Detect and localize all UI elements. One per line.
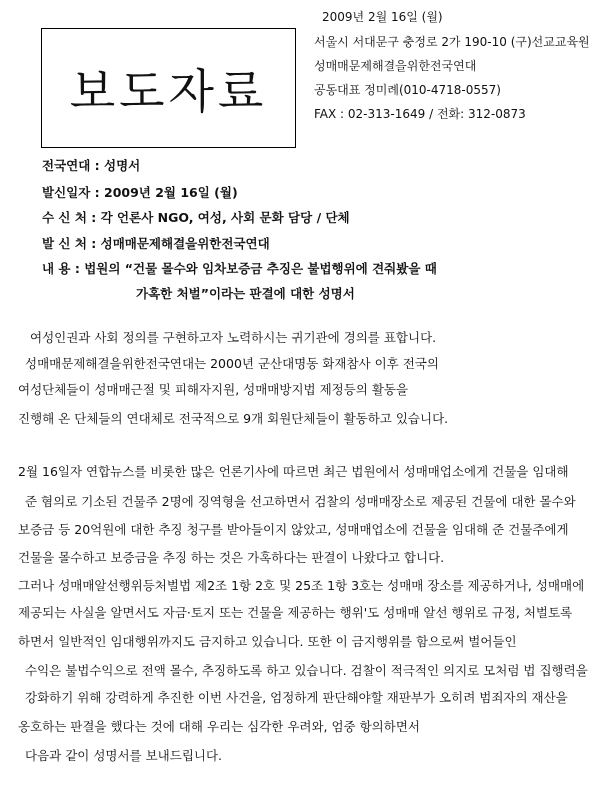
meta-subject-continued: 가혹한 처벌”이라는 판결에 대한 성명서	[136, 286, 355, 301]
body-line: 제공되는 사실을 알면서도 자금·토지 또는 건물을 제공하는 행위'도 성매매 알선 행위로 규정, 처벌토록	[18, 605, 573, 620]
body-line: 그러나 성매매알선행위등처벌법 제2조 1항 2호 및 25조 1항 3호는 성매매 장소를 제공하거나, 성매매에	[18, 578, 585, 593]
body-line: 성매매문제해결을위한전국연대는 2000년 군산대명동 화재참사 이후 전국의	[25, 356, 439, 371]
body-line: 여성인권과 사회 정의를 구현하고자 노력하시는 귀기관에 경의를 표합니다.	[30, 330, 437, 345]
meta-sender: 발 신 처 : 성매매문제해결을위한전국연대	[42, 236, 270, 251]
body-line: 여성단체들이 성매매근절 및 피해자지원, 성매매방지법 제정등의 활동을	[18, 382, 409, 397]
meta-subject: 내 용 : 법원의 “건물 몰수와 임차보증금 추징은 불법행위에 견줘봤을 때	[42, 261, 437, 276]
meta-send-date: 발신일자 : 2009년 2월 16일 (월)	[42, 185, 238, 200]
press-release-title: 보도자료	[69, 64, 268, 120]
body-line: 준 혐의로 기소된 건물주 2명에 징역형을 선고하면서 검찰의 성매매장소로 제공된 건물에 대한 몰수와	[25, 494, 576, 509]
body-line: 2월 16일자 연합뉴스를 비롯한 많은 언론기사에 따르면 최근 법원에서 성매매업소에게 건물을 임대해	[18, 464, 569, 479]
press-release-title-box	[41, 28, 296, 148]
body-line: 옹호하는 판결을 했다는 것에 대해 우리는 심각한 우려와, 엄중 항의하면서	[18, 719, 420, 734]
release-date: 2009년 2월 16일 (월)	[322, 10, 443, 24]
body-line: 강화하기 위해 강력하게 추진한 이번 사건을, 엄정하게 판단해야할 재판부가 오히려 범죄자의 재산을	[25, 690, 568, 705]
body-line: 수익은 불법수익으로 전액 몰수, 추징하도록 하고 있습니다. 검찰이 적극적인 의지로 모처럼 법 집행력을	[25, 663, 588, 678]
meta-doc-type: 전국연대 : 성명서	[42, 158, 141, 173]
sender-organization: 성매매문제해결을위한전국연대	[314, 59, 477, 73]
sender-address: 서울시 서대문구 충정로 2가 190-10 (구)선교교육원	[314, 35, 590, 49]
body-line: 진행해 온 단체들의 연대체로 전국적으로 9개 회원단체들이 활동하고 있습니다.	[18, 411, 449, 426]
sender-fax-phone: FAX : 02-313-1649 / 전화: 312-0873	[314, 107, 526, 121]
meta-recipients: 수 신 처 : 각 언론사 NGO, 여성, 사회 문화 담당 / 단체	[42, 210, 350, 225]
body-line: 보증금 등 20억원에 대한 추징 청구를 받아들이지 않았고, 성매매업소에 건물을 임대해 준 건물주에게	[18, 522, 569, 537]
body-line: 하면서 일반적인 임대행위까지도 금지하고 있습니다. 또한 이 금지행위를 함으로써 벌어들인	[18, 634, 517, 649]
body-line: 건물을 몰수하고 보증금을 추징 하는 것은 가혹하다는 판결이 나왔다고 합니다.	[18, 550, 445, 565]
sender-representative: 공동대표 정미례(010-4718-0557)	[314, 83, 501, 97]
body-line: 다음과 같이 성명서를 보내드립니다.	[25, 748, 223, 763]
